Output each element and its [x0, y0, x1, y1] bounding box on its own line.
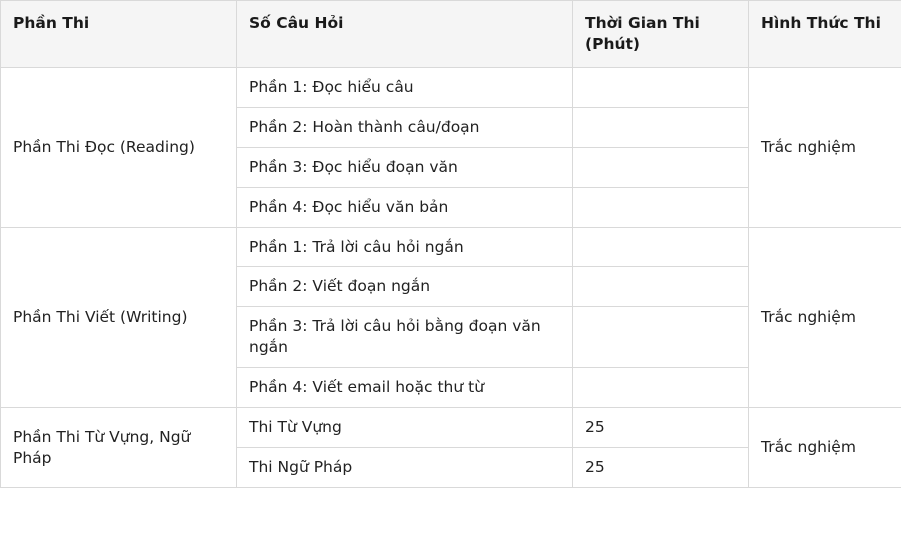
section-name-writing: Phần Thi Viết (Writing) [1, 227, 237, 408]
part-time [573, 368, 749, 408]
column-header-format: Hình Thức Thi [749, 1, 901, 68]
section-format-reading: Trắc nghiệm [749, 67, 901, 227]
table-header-row [1, 1, 901, 68]
section-format-writing: Trắc nghiệm [749, 227, 901, 408]
part-label: Phần 3: Trả lời câu hỏi bằng đoạn văn ngắn [237, 307, 573, 368]
part-label: Thi Ngữ Pháp [237, 448, 573, 488]
section-name-reading: Phần Thi Đọc (Reading) [1, 67, 237, 227]
section-format-vocab-grammar: Trắc nghiệm [749, 408, 901, 488]
part-time [573, 267, 749, 307]
column-header-questions: Số Câu Hỏi [237, 1, 573, 68]
part-label: Thi Từ Vựng [237, 408, 573, 448]
table-row [1, 227, 901, 267]
part-label: Phần 2: Viết đoạn ngắn [237, 267, 573, 307]
part-time: 25 [573, 408, 749, 448]
part-time [573, 307, 749, 368]
section-name-vocab-grammar: Phần Thi Từ Vựng, Ngữ Pháp [1, 408, 237, 488]
part-label: Phần 3: Đọc hiểu đoạn văn [237, 147, 573, 187]
part-time: 25 [573, 448, 749, 488]
part-label: Phần 2: Hoàn thành câu/đoạn [237, 107, 573, 147]
part-time [573, 67, 749, 107]
part-time [573, 107, 749, 147]
part-label: Phần 1: Đọc hiểu câu [237, 67, 573, 107]
table-row [1, 67, 901, 107]
part-time [573, 147, 749, 187]
part-time [573, 227, 749, 267]
part-label: Phần 4: Đọc hiểu văn bản [237, 187, 573, 227]
table-body [1, 67, 901, 487]
column-header-section: Phần Thi [1, 1, 237, 68]
part-label: Phần 4: Viết email hoặc thư từ [237, 368, 573, 408]
table-row [1, 408, 901, 448]
part-time [573, 187, 749, 227]
part-label: Phần 1: Trả lời câu hỏi ngắn [237, 227, 573, 267]
column-header-time: Thời Gian Thi (Phút) [573, 1, 749, 68]
